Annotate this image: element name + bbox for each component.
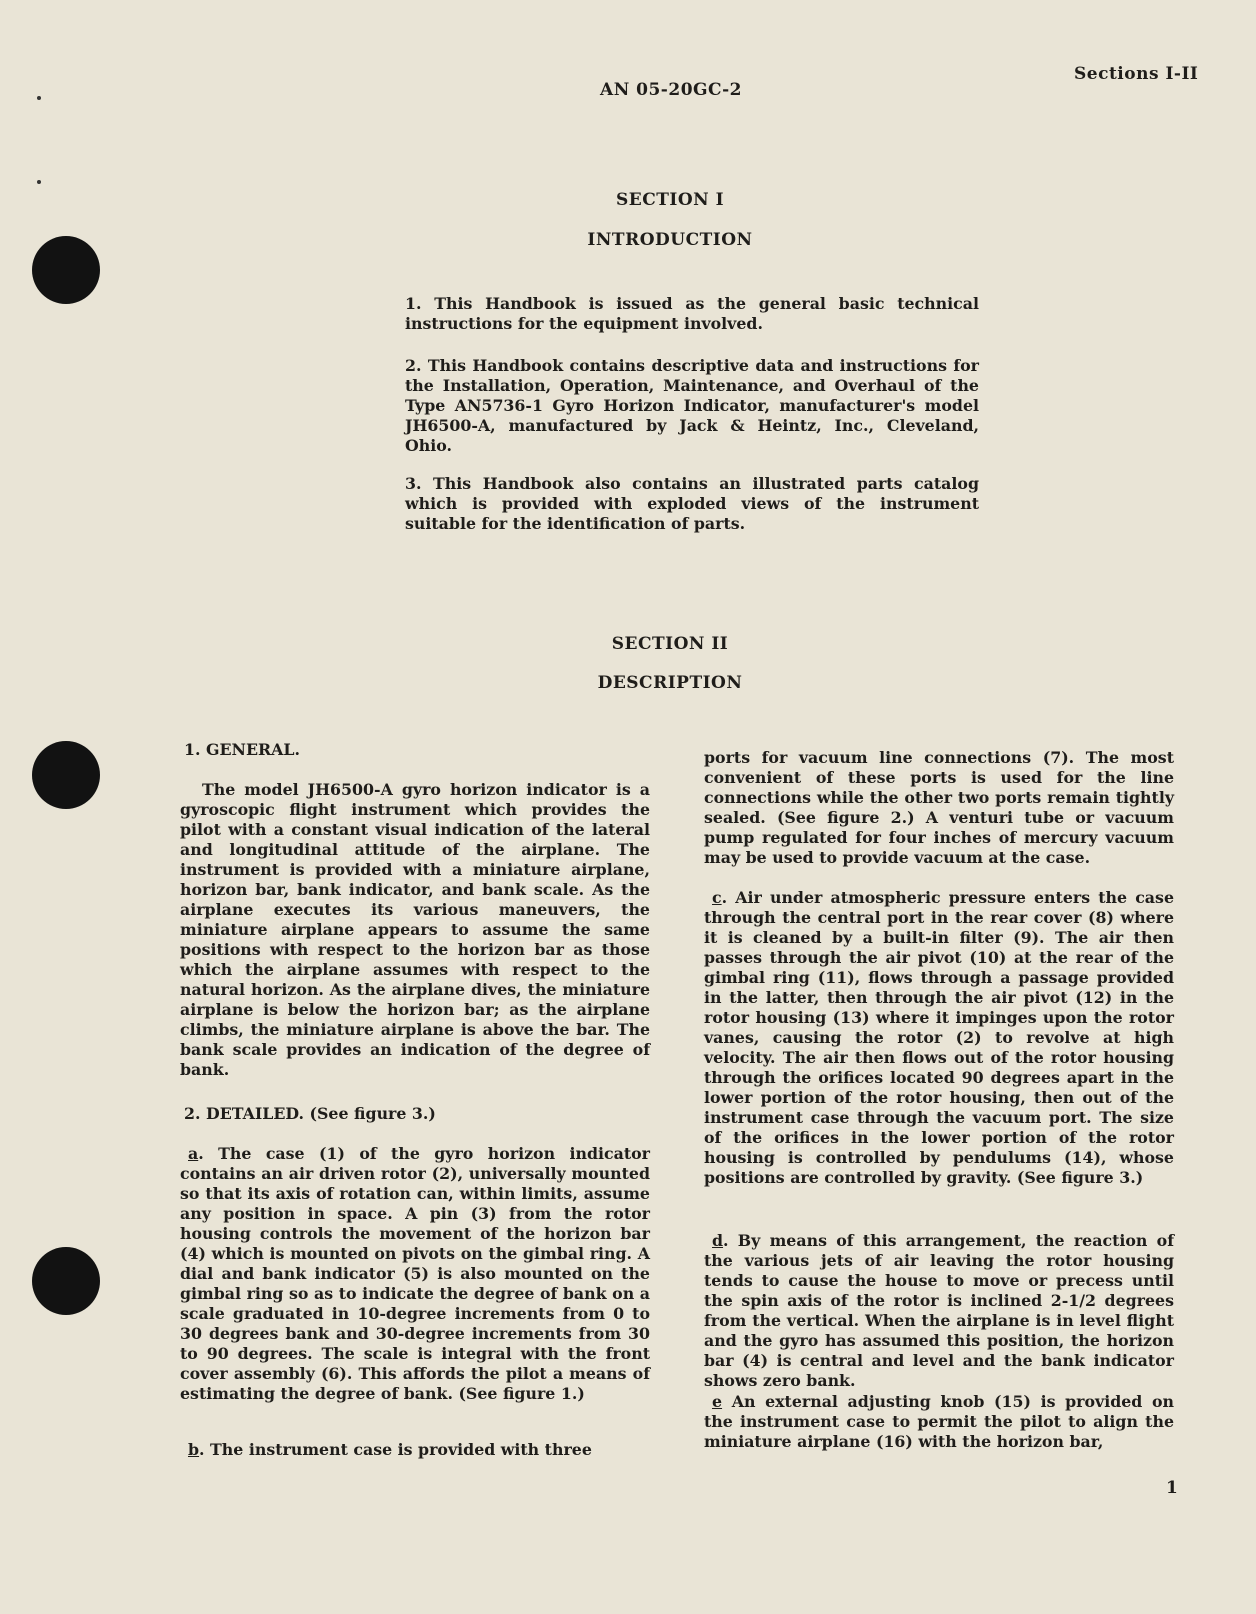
paragraph-d-text: . By means of this arrangement, the reaction of the various jets of air leaving the rotor housing tends to cause the house to move or precess until the spin axis of the rotor is inclined 2-1/2 degrees from the vertical. When the airplane is in level flight and the gyro has assumed this position, the horizon bar (4) is central and level and the bank indicator shows zero bank. [704,1231,1174,1390]
paragraph-b [180,1440,650,1460]
general-paragraph: The model JH6500-A gyro horizon indicator is a gyroscopic flight instrument which provides the pilot with a constant visual indication of the lateral and longitudinal attitude of the airplane. The instrument is provided with a miniature airplane, horizon bar, bank indicator, and bank scale. As the airplane executes its various maneuvers, the miniature airplane appears to assume the same positions with respect to the horizon bar as those which the airplane assumes with respect to the natural horizon. As the airplane dives, the miniature airplane is below the horizon bar; as the airplane climbs, the miniature airplane is above the bar. The bank scale provides an indication of the degree of bank. [180,780,650,1079]
paragraph-c-label: c [712,888,722,907]
general-heading: 1. GENERAL. [184,740,300,759]
detailed-heading: 2. DETAILED. (See figure 3.) [184,1104,436,1123]
paragraph-a [180,1144,650,1404]
paragraph-d [704,1231,1174,1391]
paragraph-c-text: . Air under atmospheric pressure enters the case through the central port in the rear cover (8) where it is cleaned by a built-in filter (9). The air then passes through the air pivot (10) at the rear of the gimbal ring (11), flows through a passage provided in the latter, then through the air pivot (12) in the rotor housing (13) where it impinges upon the rotor vanes, causing the rotor (2) to revolve at high velocity. The air then flows out of the rotor housing through the orifices located 90 degrees apart in the lower portion of the rotor housing, then out of the instrument case through the vacuum port. The size of the orifices in the lower portion of the rotor housing is controlled by pendulums (14), whose positions are controlled by gravity. (See figure 3.) [704,888,1174,1187]
speck [37,96,41,100]
paragraph-b-continued: ports for vacuum line connections (7). The most convenient of these ports is used for the line connections while the other two ports remain tightly sealed. (See figure 2.) A venturi tube or vacuum pump regulated for four inches of mercury vacuum may be used to provide vacuum at the case. [704,748,1174,867]
section-1-title: SECTION I [615,190,725,210]
section-2-subtitle: DESCRIPTION [597,673,743,693]
binder-hole-middle [32,741,100,809]
paragraph-e-label: e [712,1392,723,1411]
intro-paragraph-2: 2. This Handbook contains descriptive data and instructions for the Installation, Operation, Maintenance, and Overhaul of the Type AN5736-1 Gyro Horizon Indicator, manufacturer's model JH6500-A, manufactured by Jack & Heintz, Inc., Cleveland, Ohio. [405,356,979,455]
paragraph-e-text: An external adjusting knob (15) is provided on the instrument case to permit the pilot to align the miniature airplane (16) with the horizon bar, [704,1392,1174,1451]
intro-paragraph-3: 3. This Handbook also contains an illustrated parts catalog which is provided with exploded views of the instrument suitable for the identification of parts. [405,474,979,533]
paragraph-c [704,888,1174,1188]
intro-paragraph-1: 1. This Handbook is issued as the general basic technical instructions for the equipment involved. [405,294,979,333]
paragraph-a-text: . The case (1) of the gyro horizon indicator contains an air driven rotor (2), universally mounted so that its axis of rotation can, within limits, assume any position in space. A pin (3) from the rotor housing controls the movement of the horizon bar (4) which is mounted on pivots on the gimbal ring. A dial and bank indicator (5) is also mounted on the gimbal ring so as to indicate the degree of bank on a scale graduated in 10-degree increments from 0 to 30 degrees bank and 30-degree increments from 30 to 90 degrees. The scale is integral with the front cover assembly (6). This affords the pilot a means of estimating the degree of bank. (See figure 1.) [180,1144,650,1403]
paragraph-b-label: b [188,1440,200,1459]
speck [37,180,41,184]
paragraph-e [704,1392,1174,1452]
section-1-subtitle: INTRODUCTION [587,230,753,250]
binder-hole-bottom [32,1247,100,1315]
paragraph-b-text: . The instrument case is provided with three [199,1440,592,1459]
sections-label: Sections I-II [1074,64,1199,84]
document-number: AN 05-20GC-2 [600,80,742,100]
section-2-title: SECTION II [611,634,729,654]
paragraph-a-label: a [188,1144,199,1163]
page-number: 1 [1166,1478,1179,1498]
binder-hole-top [32,236,100,304]
paragraph-d-label: d [712,1231,724,1250]
